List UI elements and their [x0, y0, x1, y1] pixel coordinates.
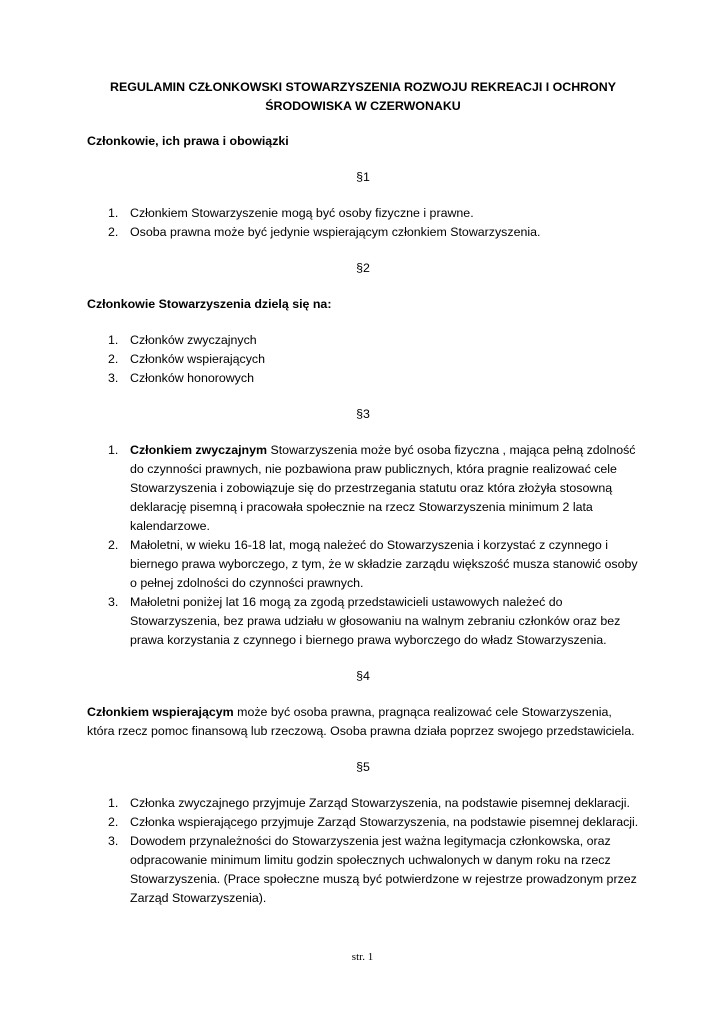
paragraph-mark-1: §1: [356, 170, 370, 184]
list-item-text: Członka wspierającego przyjmuje Zarząd Stowarzyszenia, na podstawie pisemnej deklaracji.: [130, 815, 639, 829]
page-number-footer: str. 1: [351, 951, 374, 963]
section-heading-members: Członkowie, ich prawa i obowiązki: [87, 134, 289, 148]
paragraph-mark-4: §4: [356, 669, 370, 683]
list-item-text: Członków zwyczajnych: [130, 333, 257, 347]
list-item: [87, 832, 639, 908]
list-item: [87, 223, 639, 242]
list-item-text: Członka zwyczajnego przyjmuje Zarząd Stowarzyszenia, na podstawie pisemnej deklaracji.: [130, 796, 630, 810]
list-item-text: Małoletni poniżej lat 16 mogą za zgodą przedstawicieli ustawowych należeć do Stowarzyszenia, bez prawa udziału w głosowaniu na walnym zebraniu członków oraz bez prawa korzystania z czynnego i biernego prawa wyborczego do władz Stowarzyszenia.: [130, 595, 621, 647]
list-item-bold-term: Członkiem zwyczajnym: [130, 443, 268, 457]
document-body: [87, 78, 639, 925]
list-item-text: Stowarzyszenia może być osoba fizyczna , mająca pełną zdolność do czynności prawnych, nie pozbawiona praw publicznych, która pragnie realizować cele Stowarzyszenia i zobowiązuje się do przestrzegania statutu oraz która złożyła stosowną deklarację pisemną i pracowała społecznie na rzecz Stowarzyszenia minimum 2 lata kalendarzowe.: [130, 443, 636, 533]
list-item-text: Osoba prawna może być jedynie wspierającym członkiem Stowarzyszenia.: [130, 225, 541, 239]
paragraph-mark-5: §5: [356, 760, 370, 774]
list-item-text: Członków honorowych: [130, 371, 254, 385]
list-item-text: Członkiem Stowarzyszenie mogą być osoby fizyczne i prawne.: [130, 206, 474, 220]
list-item-text: Członków wspierających: [130, 352, 265, 366]
list-item-text: Dowodem przynależności do Stowarzyszenia jest ważna legitymacja członkowska, oraz odpracowanie minimum limitu godzin społecznych uchwalonych w danym roku na rzecz Stowarzyszenia. (Prace społeczne muszą być potwierdzone w rejestrze prowadzonym przez Zarząd Stowarzyszenia).: [130, 834, 637, 905]
list-item: [87, 794, 639, 813]
paragraph-mark-2: §2: [356, 261, 370, 275]
paragraph-4-bold-term: Członkiem wspierającym: [87, 705, 234, 719]
document-title: REGULAMIN CZŁONKOWSKI STOWARZYSZENIA ROZWOJU REKREACJI I OCHRONY ŚRODOWISKA W CZERWONAKU: [110, 80, 616, 113]
members-types-heading: Członkowie Stowarzyszenia dzielą się na:: [87, 297, 332, 311]
list-item-number: 3.: [108, 371, 119, 385]
list-item-number: 3.: [108, 834, 119, 848]
paragraph-1-list: [87, 204, 639, 242]
list-item: [87, 350, 639, 369]
list-item-number: 2.: [108, 815, 119, 829]
list-item: [87, 536, 639, 593]
paragraph-mark-3: §3: [356, 407, 370, 421]
list-item: [87, 204, 639, 223]
list-item: [87, 369, 639, 388]
list-item-number: 1.: [108, 333, 119, 347]
paragraph-3-list: [87, 441, 639, 650]
list-item-number: 2.: [108, 538, 119, 552]
list-item-number: 2.: [108, 225, 119, 239]
list-item-number: 1.: [108, 796, 119, 810]
list-item-number: 2.: [108, 352, 119, 366]
list-item-number: 1.: [108, 206, 119, 220]
list-item-number: 3.: [108, 595, 119, 609]
list-item: [87, 593, 639, 650]
paragraph-2-list: [87, 331, 639, 388]
list-item: [87, 813, 639, 832]
list-item: [87, 441, 639, 536]
list-item-number: 1.: [108, 443, 119, 457]
list-item-text: Małoletni, w wieku 16-18 lat, mogą należeć do Stowarzyszenia i korzystać z czynnego i biernego prawa wyborczego, z tym, że w składzie zarządu większość musza stanowić osoby o pełnej zdolności do czynności prawnych.: [130, 538, 638, 590]
paragraph-5-list: [87, 794, 639, 908]
paragraph-4-body: może być osoba prawna, pragnąca realizować cele Stowarzyszenia, która rzecz pomoc finansową lub rzeczową. Osoba prawna działa poprzez swojego przedstawiciela.: [87, 705, 635, 738]
paragraph-4-text: [87, 703, 639, 741]
list-item: [87, 331, 639, 350]
